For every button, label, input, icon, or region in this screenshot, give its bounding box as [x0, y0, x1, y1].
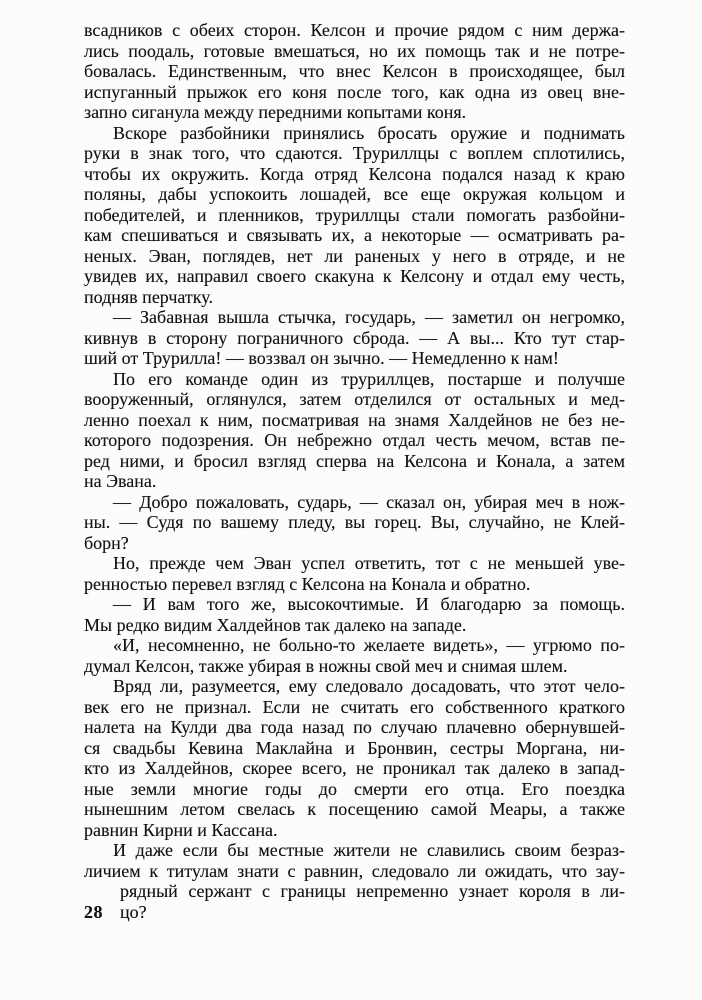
text-line: на Эвана.	[84, 471, 157, 491]
text-line: поляны, дабы успокоить лошадей, все еще окружая кольцом и	[84, 184, 625, 204]
text-line: запно сиганула между передними копытами коня.	[84, 102, 467, 122]
text-line-content: цо?	[120, 901, 147, 922]
text-line: личием к титулам знати с равнин, следовало ли ожидать, что зау-	[84, 860, 625, 881]
page-number: 28	[84, 901, 103, 922]
text-line: Но, прежде чем Эван успел ответить, тот с не меньшей уве-	[113, 553, 625, 573]
text-line: увидев их, направил своего скакуна к Келсону и отдал ему честь,	[84, 266, 625, 286]
text-line: — Забавная вышла стычка, государь, — заметил он негромко,	[113, 307, 625, 327]
text-line: всадников с обеих сторон. Келсон и прочие рядом с ним держа-	[84, 20, 625, 40]
paragraph	[84, 635, 625, 676]
text-line: налета на Кулди два года назад по случаю плачевно обернувшей-	[84, 717, 625, 737]
text-line: ший от Трурилла! — воззвал он зычно. — Немедленно к нам!	[84, 348, 559, 368]
text-line: ренностью перевел взгляд с Келсона на Конала и обратно.	[84, 573, 531, 594]
paragraph	[84, 676, 625, 840]
text-line: думал Келсон, также убирая в ножны свой меч и снимая шлем.	[84, 655, 568, 676]
text-line: рядный сержант с границы непременно узнает короля в ли-	[120, 881, 625, 901]
text-line: ны. — Судя по вашему пледу, вы горец. Вы, случайно, не Клей-	[84, 512, 625, 532]
text-line: бовалась. Единственным, что внес Келсон в происходящее, был	[84, 61, 625, 81]
text-line: Мы редко видим Халдейнов так далеко на западе.	[84, 614, 467, 635]
paragraph	[84, 492, 625, 554]
text-line: лись поодаль, готовые вмешаться, но их помощь так и не потре-	[84, 40, 625, 61]
text-line: Вскоре разбойники принялись бросать оружие и поднимать	[113, 122, 625, 143]
text-line: И даже если бы местные жители не славились своим безраз-	[113, 840, 625, 860]
text-line: ся свадьбы Кевина Маклайна и Бронвин, сестры Моргана, ни-	[84, 737, 625, 758]
text-line: борн?	[84, 532, 129, 553]
text-line: кивнув в сторону пограничного сброда. — А вы... Кто тут стар-	[84, 327, 625, 348]
paragraph	[84, 123, 625, 308]
paragraph	[84, 307, 625, 369]
text-line: чтобы их окружить. Когда отряд Келсона подался назад к краю	[84, 163, 625, 184]
text-line: кто из Халдейнов, скорее всего, не проникал так далеко в запад-	[84, 758, 625, 778]
text-line: «И, несомненно, не больно-то желаете видеть», — угрюмо по-	[113, 635, 625, 655]
text-line: — Добро пожаловать, сударь, — сказал он, убирая меч в нож-	[113, 491, 625, 512]
paragraph	[84, 369, 625, 492]
text-line: ные земли многие годы до смерти его отца. Его поездка	[84, 778, 625, 799]
text-line: ленно поехал к ним, посматривая на знамя Халдейнов не без не-	[84, 409, 625, 430]
text-line: вооруженный, оглянулся, затем отделился от остальных и мед-	[84, 389, 625, 409]
text-line: ред ними, и бросил взгляд сперва на Келсона и Конала, а затем	[84, 450, 625, 471]
text-line: нынешним летом свелась к посещению самой Меары, а также	[84, 799, 625, 819]
text-line: Вряд ли, разумеется, ему следовало досадовать, что этот чело-	[113, 676, 625, 696]
text-line: век его не признал. Если не считать его собственного краткого	[84, 696, 625, 717]
paragraph	[84, 20, 625, 123]
text-line	[84, 902, 625, 923]
text-line: равнин Кирни и Кассана.	[84, 819, 278, 840]
text-line: испуганный прыжок его коня после того, как одна из овец вне-	[84, 81, 625, 102]
text-line: которого подозрения. Он небрежно отдал честь мечом, встав пе-	[84, 430, 625, 450]
text-line: По его команде один из труриллцев, постарше и получше	[113, 368, 625, 389]
text-line: руки в знак того, что сдаются. Труриллцы с воплем сплотились,	[84, 143, 625, 163]
text-line: неных. Эван, поглядев, нет ли раненых у него в отряде, и не	[84, 245, 625, 266]
text-line: победителей, и пленников, труриллцы стали помогать разбойни-	[84, 204, 625, 225]
text-line: — И вам того же, высокочтимые. И благодарю за помощь.	[113, 594, 625, 614]
paragraph	[84, 594, 625, 635]
text-column	[84, 20, 625, 922]
paragraph	[84, 553, 625, 594]
paragraph	[84, 840, 625, 922]
text-line: кам спешиваться и связывать их, а некоторые — осматривать ра-	[84, 225, 625, 245]
text-line: подняв перчатку.	[84, 286, 213, 307]
